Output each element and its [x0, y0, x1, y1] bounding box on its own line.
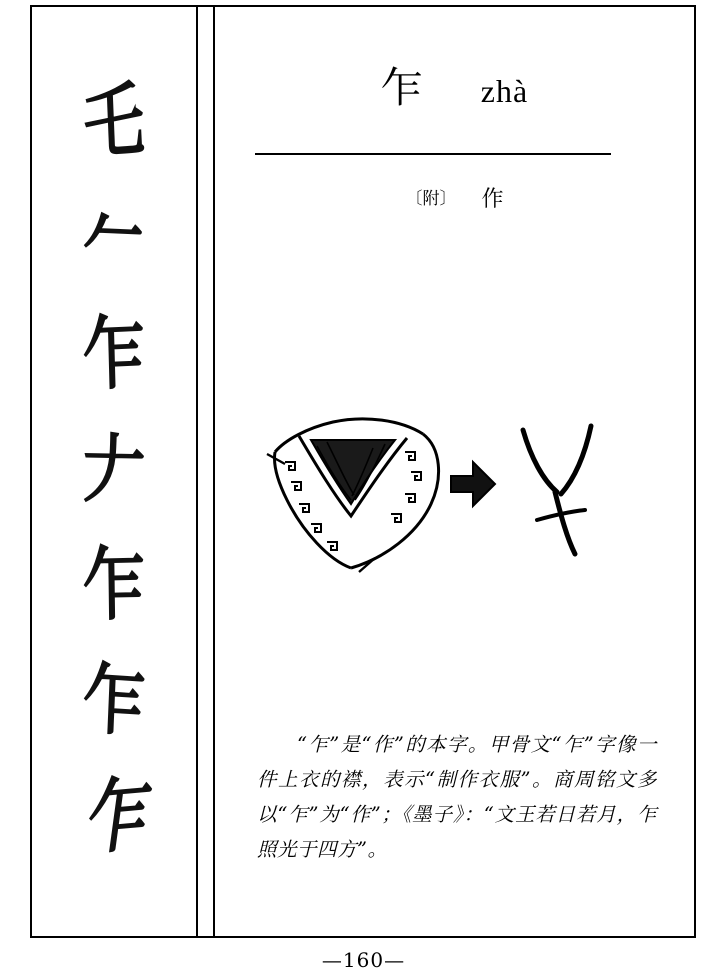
ancient-script-column [32, 7, 196, 936]
header-divider-rule [255, 153, 611, 155]
ancient-glyph: 乍 [82, 536, 146, 633]
illustration-figure [255, 392, 655, 582]
variant-label: 〔附〕 [405, 189, 457, 209]
headword-row [215, 63, 694, 112]
ancient-glyph: 乍 [80, 766, 148, 867]
ancient-glyph: 𠂉 [81, 190, 147, 285]
ancient-glyph: 乇 [81, 71, 147, 171]
pinyin-reading: zhà [480, 73, 529, 109]
headword-character: 乍 [380, 63, 423, 112]
arrow-icon [451, 462, 495, 506]
explanation-paragraph: “乍”是“作”的本字。甲骨文“乍”字像一件上衣的襟，表示“制作衣服”。商周铭文多以“乍”为“作”；《墨子》：“文王若日若月，乍照光于四方”。 [257, 732, 657, 861]
page-border-bottom [30, 936, 696, 938]
ancient-glyph: 乍 [81, 653, 147, 749]
ancient-glyph: 乍 [81, 304, 147, 402]
ancient-glyph: 𠂇 [82, 424, 146, 514]
derived-graph [523, 426, 591, 554]
page-border-right [694, 5, 696, 938]
variant-row [215, 182, 694, 213]
page-number: —160— [321, 948, 406, 972]
variant-character: 作 [481, 187, 504, 212]
garment-drawing [267, 419, 439, 572]
column-divider-outer [196, 5, 198, 938]
entry-column [215, 7, 694, 936]
